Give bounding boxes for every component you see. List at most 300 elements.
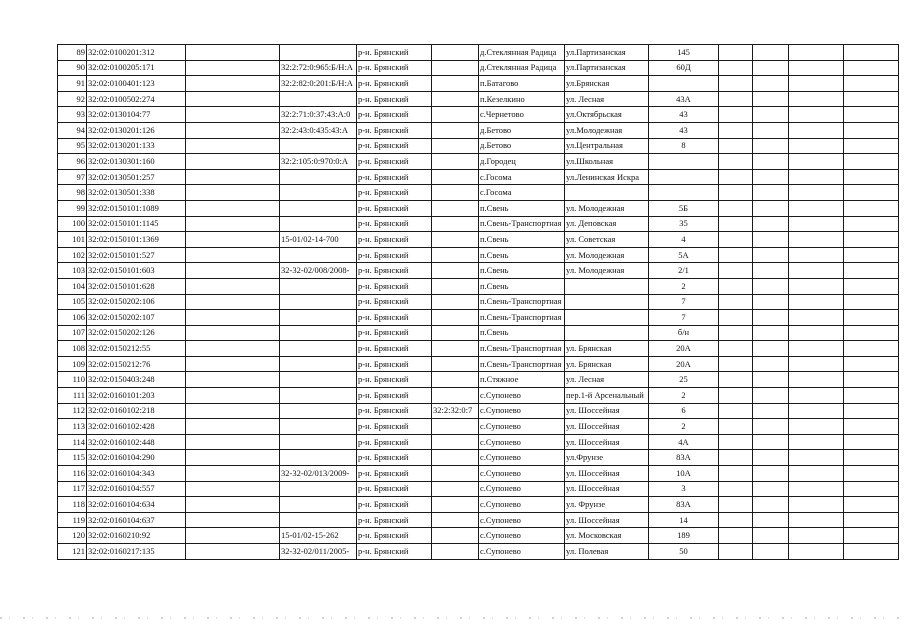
district-cell: р-н. Брянский [357, 450, 432, 466]
conditional-number-cell [280, 278, 357, 294]
empty-cell [753, 138, 789, 154]
district-cell: р-н. Брянский [357, 263, 432, 279]
extra-number-cell [432, 76, 479, 92]
house-number-cell [649, 185, 719, 201]
locality-cell: п.Свень [479, 263, 565, 279]
cadastral-number-cell: 32:02:0160104:557 [87, 481, 186, 497]
locality-cell: п.Свень [479, 247, 565, 263]
empty-cell [753, 466, 789, 482]
house-number-cell: 10А [649, 466, 719, 482]
blank-cell-cell [186, 481, 280, 497]
cadastral-number-cell: 32:02:0100201:312 [87, 45, 186, 61]
district-cell: р-н. Брянский [357, 481, 432, 497]
house-number-cell: 4 [649, 232, 719, 248]
street-cell: ул. Молодежная [565, 263, 649, 279]
empty-cell [844, 434, 899, 450]
empty-cell [719, 528, 753, 544]
extra-number-cell [432, 419, 479, 435]
house-number-cell: 83А [649, 450, 719, 466]
empty-cell [753, 122, 789, 138]
house-number-cell: 50 [649, 544, 719, 560]
cadastral-number-cell: 32:02:0100205:171 [87, 60, 186, 76]
house-number-cell [649, 169, 719, 185]
conditional-number-cell [280, 138, 357, 154]
scan-artifact-line [0, 617, 905, 619]
empty-cell [789, 544, 844, 560]
blank-cell-cell [186, 60, 280, 76]
extra-number-cell [432, 216, 479, 232]
empty-cell [719, 372, 753, 388]
empty-cell [719, 544, 753, 560]
street-cell: ул.Октябрьская [565, 107, 649, 123]
cadastral-number-cell: 32:02:0130201:126 [87, 122, 186, 138]
empty-cell [753, 45, 789, 61]
empty-cell [844, 388, 899, 404]
row-number-cell: 95 [58, 138, 87, 154]
row-number-cell: 121 [58, 544, 87, 560]
street-cell [565, 185, 649, 201]
empty-cell [753, 107, 789, 123]
locality-cell: с.Супонево [479, 434, 565, 450]
empty-cell [753, 263, 789, 279]
street-cell [565, 278, 649, 294]
empty-cell [719, 247, 753, 263]
house-number-cell: 3 [649, 481, 719, 497]
empty-cell [719, 356, 753, 372]
empty-cell [789, 356, 844, 372]
extra-number-cell [432, 341, 479, 357]
empty-cell [719, 169, 753, 185]
street-cell [565, 294, 649, 310]
conditional-number-cell [280, 403, 357, 419]
extra-number-cell [432, 388, 479, 404]
empty-cell [789, 497, 844, 513]
blank-cell-cell [186, 528, 280, 544]
district-cell: р-н. Брянский [357, 325, 432, 341]
row-number-cell: 93 [58, 107, 87, 123]
empty-cell [753, 434, 789, 450]
street-cell: ул. Шоссейная [565, 512, 649, 528]
empty-cell [753, 528, 789, 544]
locality-cell: с.Супонево [479, 419, 565, 435]
house-number-cell: 6 [649, 403, 719, 419]
street-cell: ул. Полевая [565, 544, 649, 560]
house-number-cell: 5Б [649, 200, 719, 216]
empty-cell [789, 91, 844, 107]
extra-number-cell [432, 544, 479, 560]
locality-cell: с.Супонево [479, 403, 565, 419]
row-number-cell: 108 [58, 341, 87, 357]
house-number-cell: 4А [649, 434, 719, 450]
cadastral-number-cell: 32:02:0150101:628 [87, 278, 186, 294]
conditional-number-cell: 32-32-02/011/2005- [280, 544, 357, 560]
empty-cell [719, 512, 753, 528]
empty-cell [753, 388, 789, 404]
empty-cell [719, 481, 753, 497]
cadastral-number-cell: 32:02:0160104:343 [87, 466, 186, 482]
street-cell [565, 310, 649, 326]
blank-cell-cell [186, 310, 280, 326]
cadastral-number-cell: 32:02:0100502:274 [87, 91, 186, 107]
conditional-number-cell [280, 200, 357, 216]
locality-cell: д.Бетово [479, 122, 565, 138]
empty-cell [844, 107, 899, 123]
extra-number-cell [432, 185, 479, 201]
house-number-cell [649, 76, 719, 92]
blank-cell-cell [186, 216, 280, 232]
extra-number-cell [432, 294, 479, 310]
cadastral-number-cell: 32:02:0150101:1369 [87, 232, 186, 248]
empty-cell [753, 76, 789, 92]
locality-cell: п.Кезелкино [479, 91, 565, 107]
conditional-number-cell [280, 325, 357, 341]
empty-cell [789, 466, 844, 482]
conditional-number-cell [280, 185, 357, 201]
empty-cell [789, 60, 844, 76]
locality-cell: с.Супонево [479, 481, 565, 497]
locality-cell: с.Госома [479, 185, 565, 201]
row-number-cell: 92 [58, 91, 87, 107]
row-number-cell: 109 [58, 356, 87, 372]
extra-number-cell [432, 310, 479, 326]
conditional-number-cell [280, 216, 357, 232]
empty-cell [719, 341, 753, 357]
table-row [58, 107, 899, 123]
locality-cell: п.Свень [479, 232, 565, 248]
street-cell: ул.Школьная [565, 154, 649, 170]
row-number-cell: 107 [58, 325, 87, 341]
house-number-cell: 43А [649, 91, 719, 107]
district-cell: р-н. Брянский [357, 341, 432, 357]
empty-cell [789, 278, 844, 294]
empty-cell [753, 325, 789, 341]
empty-cell [789, 200, 844, 216]
empty-cell [789, 325, 844, 341]
empty-cell [789, 169, 844, 185]
extra-number-cell [432, 512, 479, 528]
empty-cell [719, 185, 753, 201]
blank-cell-cell [186, 419, 280, 435]
document-page [57, 44, 899, 560]
street-cell: ул. Советская [565, 232, 649, 248]
table-row [58, 419, 899, 435]
extra-number-cell [432, 232, 479, 248]
cadastral-number-cell: 32:02:0130501:338 [87, 185, 186, 201]
table-row [58, 388, 899, 404]
conditional-number-cell [280, 388, 357, 404]
empty-cell [844, 200, 899, 216]
conditional-number-cell [280, 512, 357, 528]
row-number-cell: 90 [58, 60, 87, 76]
empty-cell [844, 91, 899, 107]
conditional-number-cell: 32:2:43:0:435:43:А [280, 122, 357, 138]
empty-cell [753, 154, 789, 170]
blank-cell-cell [186, 434, 280, 450]
district-cell: р-н. Брянский [357, 232, 432, 248]
empty-cell [789, 138, 844, 154]
row-number-cell: 116 [58, 466, 87, 482]
blank-cell-cell [186, 263, 280, 279]
extra-number-cell [432, 263, 479, 279]
empty-cell [789, 512, 844, 528]
row-number-cell: 110 [58, 372, 87, 388]
district-cell: р-н. Брянский [357, 91, 432, 107]
empty-cell [844, 450, 899, 466]
district-cell: р-н. Брянский [357, 356, 432, 372]
street-cell: ул.Фрунзе [565, 450, 649, 466]
cadastral-number-cell: 32:02:0150212:76 [87, 356, 186, 372]
blank-cell-cell [186, 169, 280, 185]
cadastral-number-cell: 32:02:0160104:637 [87, 512, 186, 528]
empty-cell [719, 76, 753, 92]
empty-cell [719, 419, 753, 435]
district-cell: р-н. Брянский [357, 466, 432, 482]
empty-cell [719, 294, 753, 310]
conditional-number-cell [280, 450, 357, 466]
district-cell: р-н. Брянский [357, 138, 432, 154]
cadastral-number-cell: 32:02:0130501:257 [87, 169, 186, 185]
empty-cell [789, 310, 844, 326]
empty-cell [789, 45, 844, 61]
conditional-number-cell [280, 341, 357, 357]
blank-cell-cell [186, 325, 280, 341]
empty-cell [789, 263, 844, 279]
district-cell: р-н. Брянский [357, 544, 432, 560]
conditional-number-cell [280, 45, 357, 61]
empty-cell [753, 544, 789, 560]
empty-cell [753, 512, 789, 528]
row-number-cell: 104 [58, 278, 87, 294]
row-number-cell: 113 [58, 419, 87, 435]
cadastral-number-cell: 32:02:0160102:448 [87, 434, 186, 450]
blank-cell-cell [186, 294, 280, 310]
blank-cell-cell [186, 154, 280, 170]
row-number-cell: 98 [58, 185, 87, 201]
extra-number-cell [432, 434, 479, 450]
district-cell: р-н. Брянский [357, 403, 432, 419]
district-cell: р-н. Брянский [357, 247, 432, 263]
locality-cell: с.Супонево [479, 544, 565, 560]
locality-cell: д.Городец [479, 154, 565, 170]
street-cell: ул.Брянская [565, 76, 649, 92]
empty-cell [789, 294, 844, 310]
empty-cell [719, 122, 753, 138]
blank-cell-cell [186, 45, 280, 61]
table-row [58, 450, 899, 466]
cadastral-number-cell: 32:02:0160210:92 [87, 528, 186, 544]
row-number-cell: 91 [58, 76, 87, 92]
street-cell: ул. Лесная [565, 91, 649, 107]
empty-cell [844, 263, 899, 279]
conditional-number-cell: 32:2:105:0:970:0:А [280, 154, 357, 170]
empty-cell [719, 434, 753, 450]
cadastral-number-cell: 32:02:0160102:218 [87, 403, 186, 419]
blank-cell-cell [186, 388, 280, 404]
row-number-cell: 96 [58, 154, 87, 170]
empty-cell [719, 325, 753, 341]
cadastral-number-cell: 32:02:0150202:126 [87, 325, 186, 341]
house-number-cell: 2 [649, 278, 719, 294]
empty-cell [789, 403, 844, 419]
row-number-cell: 97 [58, 169, 87, 185]
empty-cell [789, 341, 844, 357]
street-cell: ул.Ленинская Искра [565, 169, 649, 185]
extra-number-cell [432, 466, 479, 482]
extra-number-cell [432, 154, 479, 170]
district-cell: р-н. Брянский [357, 169, 432, 185]
table-row [58, 76, 899, 92]
conditional-number-cell [280, 310, 357, 326]
extra-number-cell [432, 122, 479, 138]
locality-cell: с.Супонево [479, 512, 565, 528]
blank-cell-cell [186, 247, 280, 263]
conditional-number-cell: 15-01/02-14-700 [280, 232, 357, 248]
house-number-cell: 35 [649, 216, 719, 232]
locality-cell: с.Супонево [479, 450, 565, 466]
extra-number-cell [432, 481, 479, 497]
table-row [58, 169, 899, 185]
table-row [58, 341, 899, 357]
street-cell: ул.Партизанская [565, 60, 649, 76]
street-cell: ул. Московская [565, 528, 649, 544]
empty-cell [719, 403, 753, 419]
street-cell: ул.Центральная [565, 138, 649, 154]
table-row [58, 356, 899, 372]
empty-cell [844, 122, 899, 138]
empty-cell [844, 544, 899, 560]
row-number-cell: 120 [58, 528, 87, 544]
table-row [58, 544, 899, 560]
empty-cell [753, 372, 789, 388]
conditional-number-cell [280, 294, 357, 310]
empty-cell [844, 76, 899, 92]
street-cell: ул. Шоссейная [565, 403, 649, 419]
extra-number-cell [432, 497, 479, 513]
empty-cell [844, 481, 899, 497]
cadastral-number-cell: 32:02:0150101:527 [87, 247, 186, 263]
extra-number-cell [432, 372, 479, 388]
cadastral-number-cell: 32:02:0130301:160 [87, 154, 186, 170]
table-row [58, 294, 899, 310]
locality-cell: п.Батагово [479, 76, 565, 92]
empty-cell [753, 497, 789, 513]
empty-cell [844, 528, 899, 544]
house-number-cell: 2/1 [649, 263, 719, 279]
empty-cell [753, 450, 789, 466]
extra-number-cell [432, 325, 479, 341]
street-cell: ул. Шоссейная [565, 434, 649, 450]
empty-cell [753, 91, 789, 107]
empty-cell [719, 388, 753, 404]
blank-cell-cell [186, 107, 280, 123]
conditional-number-cell [280, 481, 357, 497]
cadastral-number-cell: 32:02:0160104:634 [87, 497, 186, 513]
extra-number-cell [432, 356, 479, 372]
row-number-cell: 94 [58, 122, 87, 138]
table-row [58, 310, 899, 326]
extra-number-cell [432, 200, 479, 216]
street-cell: ул. Фрунзе [565, 497, 649, 513]
empty-cell [844, 419, 899, 435]
street-cell: ул. Брянская [565, 341, 649, 357]
empty-cell [844, 341, 899, 357]
house-number-cell: 2 [649, 388, 719, 404]
street-cell: ул. Молодежная [565, 200, 649, 216]
empty-cell [753, 403, 789, 419]
table-row [58, 185, 899, 201]
cadastral-number-cell: 32:02:0100401:123 [87, 76, 186, 92]
house-number-cell: 8 [649, 138, 719, 154]
empty-cell [719, 466, 753, 482]
empty-cell [844, 310, 899, 326]
district-cell: р-н. Брянский [357, 528, 432, 544]
table-row [58, 497, 899, 513]
empty-cell [719, 310, 753, 326]
empty-cell [719, 450, 753, 466]
empty-cell [753, 60, 789, 76]
locality-cell: с.Супонево [479, 388, 565, 404]
district-cell: р-н. Брянский [357, 154, 432, 170]
street-cell: ул. Деповская [565, 216, 649, 232]
empty-cell [844, 154, 899, 170]
table-row [58, 154, 899, 170]
extra-number-cell [432, 169, 479, 185]
row-number-cell: 106 [58, 310, 87, 326]
cadastral-number-cell: 32:02:0160101:203 [87, 388, 186, 404]
blank-cell-cell [186, 341, 280, 357]
empty-cell [719, 216, 753, 232]
locality-cell: д.Стеклянная Радица [479, 45, 565, 61]
empty-cell [789, 154, 844, 170]
house-number-cell: 7 [649, 310, 719, 326]
cadastral-number-cell: 32:02:0150202:107 [87, 310, 186, 326]
district-cell: р-н. Брянский [357, 497, 432, 513]
blank-cell-cell [186, 200, 280, 216]
empty-cell [844, 247, 899, 263]
street-cell: ул. Лесная [565, 372, 649, 388]
table-row [58, 216, 899, 232]
conditional-number-cell: 15-01/02-15-262 [280, 528, 357, 544]
empty-cell [753, 310, 789, 326]
conditional-number-cell: 32-32-02/008/2008- [280, 263, 357, 279]
cadastral-number-cell: 32:02:0130201:133 [87, 138, 186, 154]
empty-cell [753, 341, 789, 357]
cadastral-number-cell: 32:02:0130104:77 [87, 107, 186, 123]
row-number-cell: 112 [58, 403, 87, 419]
row-number-cell: 103 [58, 263, 87, 279]
table-row [58, 247, 899, 263]
cadastral-number-cell: 32:02:0160217:135 [87, 544, 186, 560]
house-number-cell: 60Д [649, 60, 719, 76]
conditional-number-cell [280, 247, 357, 263]
district-cell: р-н. Брянский [357, 372, 432, 388]
district-cell: р-н. Брянский [357, 200, 432, 216]
row-number-cell: 102 [58, 247, 87, 263]
empty-cell [789, 434, 844, 450]
house-number-cell [649, 154, 719, 170]
blank-cell-cell [186, 450, 280, 466]
empty-cell [789, 450, 844, 466]
blank-cell-cell [186, 466, 280, 482]
blank-cell-cell [186, 512, 280, 528]
extra-number-cell [432, 138, 479, 154]
row-number-cell: 101 [58, 232, 87, 248]
street-cell: пер.1-й Арсенальный [565, 388, 649, 404]
empty-cell [719, 45, 753, 61]
empty-cell [753, 356, 789, 372]
cadastral-number-cell: 32:02:0150101:1145 [87, 216, 186, 232]
table-row [58, 403, 899, 419]
